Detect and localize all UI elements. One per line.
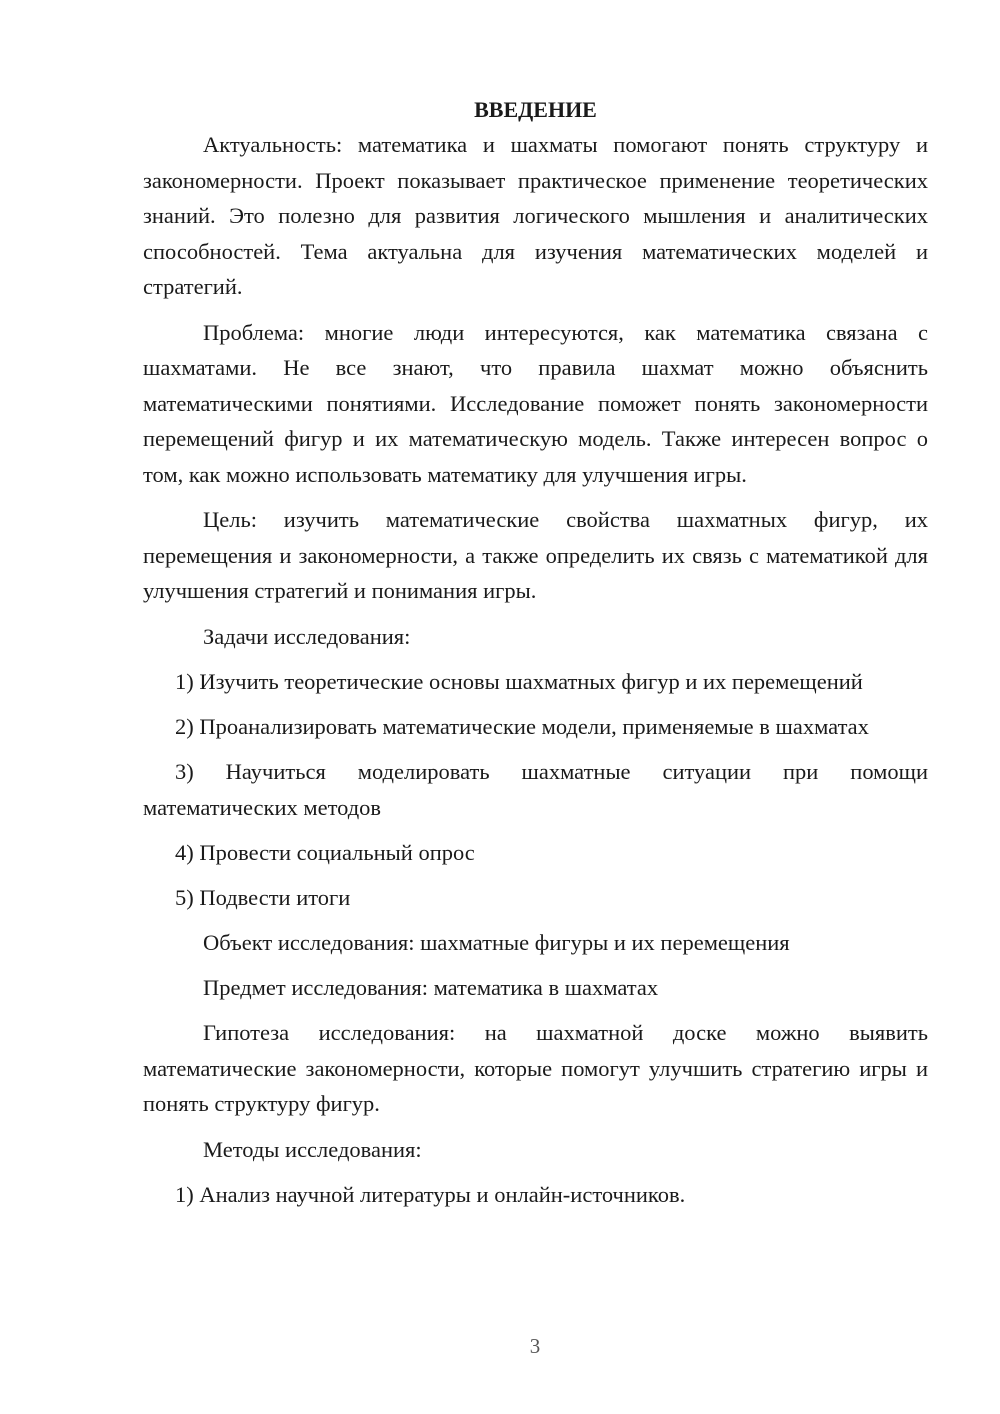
task-item-5: 5) Подвести итоги — [175, 885, 351, 910]
object-paragraph: Объект исследования: шахматные фигуры и их перемещения — [203, 930, 790, 955]
tasks-heading: Задачи исследования: — [203, 623, 411, 649]
hypothesis-paragraph: Гипотеза исследования: на шахматной доске можно выявить математические закономерности, которые помогут улучшить стратегию игры и понять структуру фигур. — [143, 1020, 928, 1116]
methods-heading: Методы исследования: — [203, 1136, 422, 1162]
page-heading: ВВЕДЕНИЕ — [474, 97, 597, 122]
problem-paragraph: Проблема: многие люди интересуются, как математика связана с шахматами. Не все знают, что правила шахмат можно объяснить математическими понятиями. Исследование поможет понять закономерности перемещений фигур и их математическую модель. Также интересен вопрос о том, как можно использовать математику для улучшения игры. — [143, 319, 928, 487]
subject-paragraph: Предмет исследования: математика в шахматах — [203, 975, 659, 1000]
task-item-4: 4) Провести социальный опрос — [175, 840, 475, 865]
page-content — [143, 92, 928, 1222]
task-item-3: 3) Научиться моделировать шахматные ситуации при помощи математических методов — [143, 759, 928, 820]
page-number: 3 — [529, 1334, 541, 1358]
task-item-2: 2) Проанализировать математические модели, применяемые в шахматах — [175, 713, 869, 739]
method-item-1: 1) Анализ научной литературы и онлайн-источников. — [175, 1181, 686, 1207]
relevance-paragraph: Актуальность: математика и шахматы помогают понять структуру и закономерности. Проект показывает практическое применение теоретических знаний. Это полезно для развития логического мышления и аналитических способностей. Тема актуальна для изучения математических моделей и стратегий. — [143, 132, 928, 299]
goal-paragraph: Цель: изучить математические свойства шахматных фигур, их перемещения и закономерности, а также определить их связь с математикой для улучшения стратегий и понимания игры. — [143, 507, 928, 603]
task-item-1: 1) Изучить теоретические основы шахматных фигур и их перемещений — [175, 668, 863, 694]
